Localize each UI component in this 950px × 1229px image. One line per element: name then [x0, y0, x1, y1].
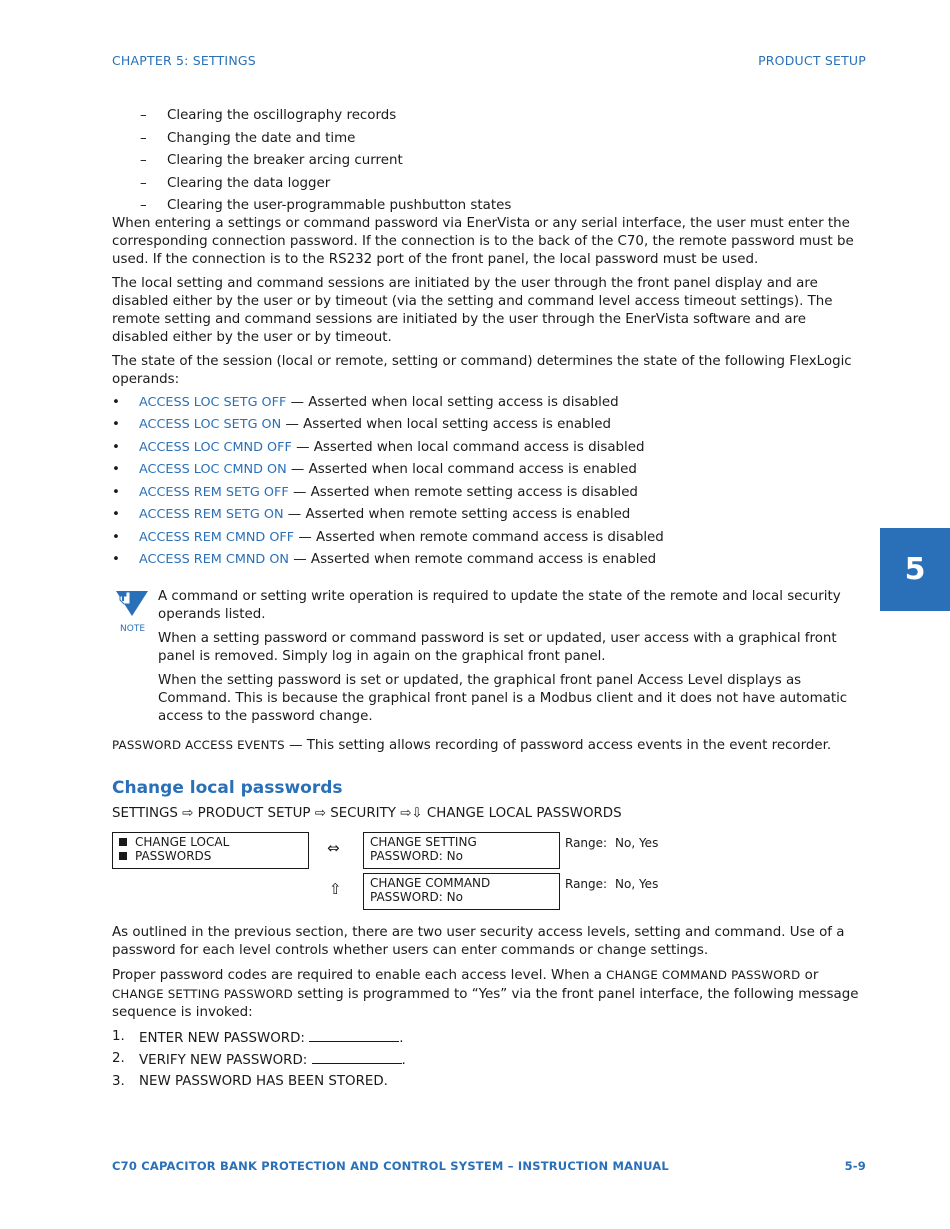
dash-list-item: – Clearing the data logger	[140, 175, 331, 191]
operand-name: ACCESS LOC CMND OFF	[139, 439, 292, 455]
numbered-list-item: 3. NEW PASSWORD HAS BEEN STORED.	[112, 1073, 388, 1089]
page-number: 5-9	[844, 1159, 866, 1173]
change-command-password-box: CHANGE COMMAND PASSWORD: No	[363, 873, 560, 910]
operand-list-item: • ACCESS REM CMND ON — Asserted when remote command access is enabled	[112, 552, 657, 567]
operand-name: ACCESS REM SETG OFF	[139, 484, 289, 500]
section-title: Change local passwords	[112, 777, 343, 798]
paragraph-connection-password: When entering a settings or command password via EnerVista or any serial interface, the user must enter the corresponding connection password. If the connection is to the back of the C70, the remote password must be used. If the connection is to the RS232 port of the front panel, the local password must be used.	[112, 215, 854, 267]
range-value: No, Yes	[615, 835, 659, 850]
paragraph-sessions: The local setting and command sessions are initiated by the user through the front panel display and are disabled either by the user or by timeout (via the setting and command level access timeout settings). The remote setting and command sessions are initiated by the user through the EnerVista software and are disabled either by the user or by timeout.	[112, 275, 833, 345]
operand-name: ACCESS LOC SETG OFF	[139, 394, 287, 410]
page-header-right: PRODUCT SETUP	[758, 53, 866, 68]
operand-list-item: • ACCESS REM SETG OFF — Asserted when remote setting access is disabled	[112, 484, 638, 500]
range-label: Range:	[565, 876, 608, 891]
operand-name: ACCESS LOC CMND ON	[139, 462, 287, 477]
chapter-tab: 5	[880, 528, 950, 611]
operand-list-item: • ACCESS LOC SETG ON — Asserted when local setting access is enabled	[112, 417, 611, 432]
note-block	[112, 588, 866, 726]
operand-name: ACCESS REM CMND OFF	[139, 529, 295, 545]
menu-path: SETTINGS ⇨ PRODUCT SETUP ⇨ SECURITY ⇨⇩ CHANGE LOCAL PASSWORDS	[112, 805, 622, 821]
page-footer-title: C70 CAPACITOR BANK PROTECTION AND CONTROL SYSTEM – INSTRUCTION MANUAL	[112, 1159, 669, 1173]
note-label: NOTE	[120, 623, 146, 634]
operand-name: ACCESS LOC SETG ON	[139, 417, 282, 432]
setting-name: PASSWORD ACCESS EVENTS	[112, 737, 285, 752]
operand-name: ACCESS REM CMND ON	[139, 552, 290, 567]
note-paragraph: When a setting password or command password is set or updated, user access with a graphical front panel is removed. Simply log in again on the graphical front panel.	[158, 630, 837, 664]
page-header-left: CHAPTER 5: SETTINGS	[112, 53, 256, 68]
paragraph-access-levels: As outlined in the previous section, there are two user security access levels, setting and command. Use of a password for each level controls whether users can enter commands or change settings.	[112, 924, 845, 958]
operand-list-item: • ACCESS LOC CMND OFF — Asserted when local command access is disabled	[112, 439, 645, 455]
message-sequence-list	[112, 1028, 866, 1096]
menu-marker-icon	[119, 852, 127, 860]
note-icon	[112, 588, 150, 636]
numbered-list-item: 1. ENTER NEW PASSWORD: .	[112, 1028, 404, 1046]
note-hand-icon	[112, 588, 150, 622]
page-content	[112, 107, 866, 1095]
blank-line	[309, 1028, 399, 1042]
blank-line	[312, 1050, 402, 1064]
dash-list-item: – Clearing the breaker arcing current	[140, 153, 403, 168]
note-paragraph: When the setting password is set or updated, the graphical front panel Access Level displays as Command. This is because the graphical front panel is a Modbus client and it does not have automatic access to the password change.	[158, 672, 848, 724]
operand-list	[112, 394, 866, 574]
dash-list-item: – Clearing the user-programmable pushbutton states	[140, 198, 512, 213]
menu-marker-icon	[119, 838, 127, 846]
up-arrow-icon: ⇧	[329, 879, 342, 898]
dash-list-item: – Changing the date and time	[140, 130, 356, 146]
range-value: No, Yes	[615, 876, 659, 891]
paragraph-session-state: The state of the session (local or remote, setting or command) determines the state of the following FlexLogic operands:	[112, 353, 852, 387]
operand-list-item: • ACCESS LOC SETG OFF — Asserted when local setting access is disabled	[112, 394, 619, 410]
operand-list-item: • ACCESS REM SETG ON — Asserted when remote setting access is enabled	[112, 507, 631, 522]
dash-list-item: – Clearing the oscillography records	[140, 108, 397, 123]
range-label: Range:	[565, 835, 608, 850]
password-access-events: PASSWORD ACCESS EVENTS — This setting allows recording of password access events in the event recorder.	[112, 737, 832, 753]
menu-header-box: CHANGE LOCAL PASSWORDS	[112, 832, 309, 869]
left-right-arrow-icon: ⇔	[327, 838, 340, 857]
note-paragraph: A command or setting write operation is required to update the state of the remote and local security operands listed.	[158, 588, 841, 622]
operand-name: ACCESS REM SETG ON	[139, 507, 284, 522]
menu-diagram	[112, 832, 866, 912]
operand-list-item: • ACCESS REM CMND OFF — Asserted when remote command access is disabled	[112, 529, 664, 545]
numbered-list-item: 2. VERIFY NEW PASSWORD: .	[112, 1051, 406, 1068]
dash-list	[112, 107, 866, 220]
change-setting-password-box: CHANGE SETTING PASSWORD: No	[363, 832, 560, 869]
operand-list-item: • ACCESS LOC CMND ON — Asserted when local command access is enabled	[112, 462, 637, 477]
paragraph-password-codes: Proper password codes are required to enable each access level. When a CHANGE COMMAND PASSWORD or CHANGE SETTING PASSWORD setting is programmed to “Yes” via the front panel interface, the following message sequence is invoked:	[112, 967, 859, 1020]
